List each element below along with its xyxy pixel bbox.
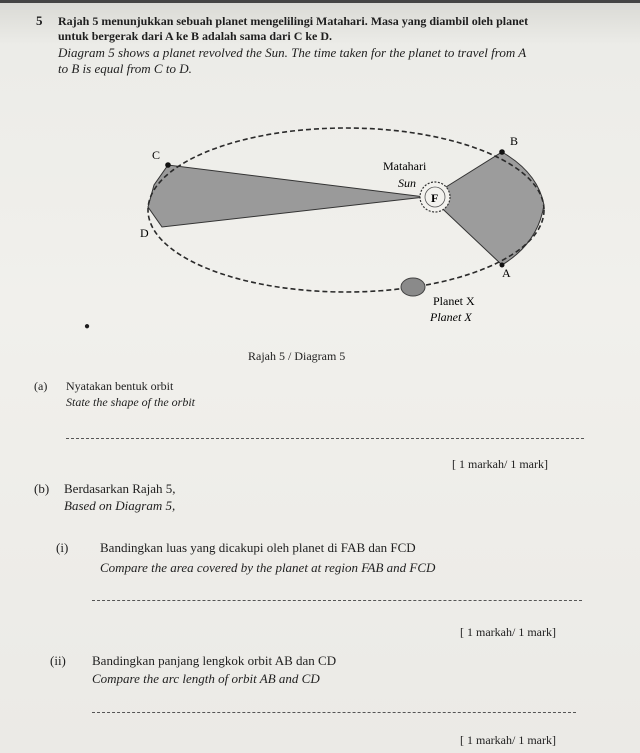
part-b-ii-marks: [ 1 markah/ 1 mark] [460, 733, 556, 747]
part-a-answer-line[interactable] [66, 438, 584, 439]
part-a-text-malay: Nyatakan bentuk orbit [66, 379, 174, 393]
point-b [499, 149, 505, 155]
intro-malay-line-1: Rajah 5 menunjukkan sebuah planet mengelilingi Matahari. Masa yang diambil oleh planet [58, 14, 529, 28]
part-b-i-label: (i) [56, 540, 69, 555]
label-b: B [510, 134, 519, 148]
label-f: F [431, 191, 439, 205]
sun-label-english: Sun [398, 176, 416, 190]
sun-label-malay: Matahari [383, 159, 427, 173]
part-b-i-marks: [ 1 markah/ 1 mark] [460, 625, 556, 639]
part-b-ii-text-malay: Bandingkan panjang lengkok orbit AB dan CD [92, 653, 337, 668]
part-b-i-answer-line[interactable] [92, 600, 582, 601]
part-b-text-malay: Berdasarkan Rajah 5, [64, 481, 176, 496]
part-b-label: (b) [34, 481, 50, 496]
intro-malay-line-2: untuk bergerak dari A ke B adalah sama dari C ke D. [58, 29, 333, 43]
part-a-marks: [ 1 markah/ 1 mark] [452, 457, 548, 471]
part-b-i-text-english: Compare the area covered by the planet at region FAB and FCD [100, 560, 436, 575]
sector-fcd [148, 165, 425, 227]
part-a-text-english: State the shape of the orbit [66, 395, 195, 409]
part-b-ii-answer-line[interactable] [92, 712, 576, 713]
planet-x-icon [401, 278, 425, 296]
part-b-text-english: Based on Diagram 5, [64, 498, 176, 513]
orbit-diagram [130, 115, 560, 335]
part-a-label: (a) [34, 379, 48, 393]
intro-english-line-1: Diagram 5 shows a planet revolved the Sun. The time taken for the planet to travel from A [58, 45, 527, 60]
point-c [165, 162, 171, 168]
part-b-ii-text-english: Compare the arc length of orbit AB and CD [92, 671, 320, 686]
sector-fab [430, 152, 544, 265]
stray-dot-icon: ● [84, 321, 91, 332]
label-a: A [502, 266, 511, 280]
planet-label-malay: Planet X [433, 294, 475, 308]
intro-english-line-2: to B is equal from C to D. [58, 61, 192, 76]
part-b-i-text-malay: Bandingkan luas yang dicakupi oleh planet di FAB dan FCD [100, 540, 416, 555]
label-c: C [152, 148, 161, 162]
diagram-caption: Rajah 5 / Diagram 5 [248, 349, 346, 363]
planet-label-english: Planet X [430, 310, 472, 324]
question-number: 5 [36, 13, 43, 28]
label-d: D [140, 226, 149, 240]
part-b-ii-label: (ii) [50, 653, 66, 668]
top-border [0, 0, 640, 3]
